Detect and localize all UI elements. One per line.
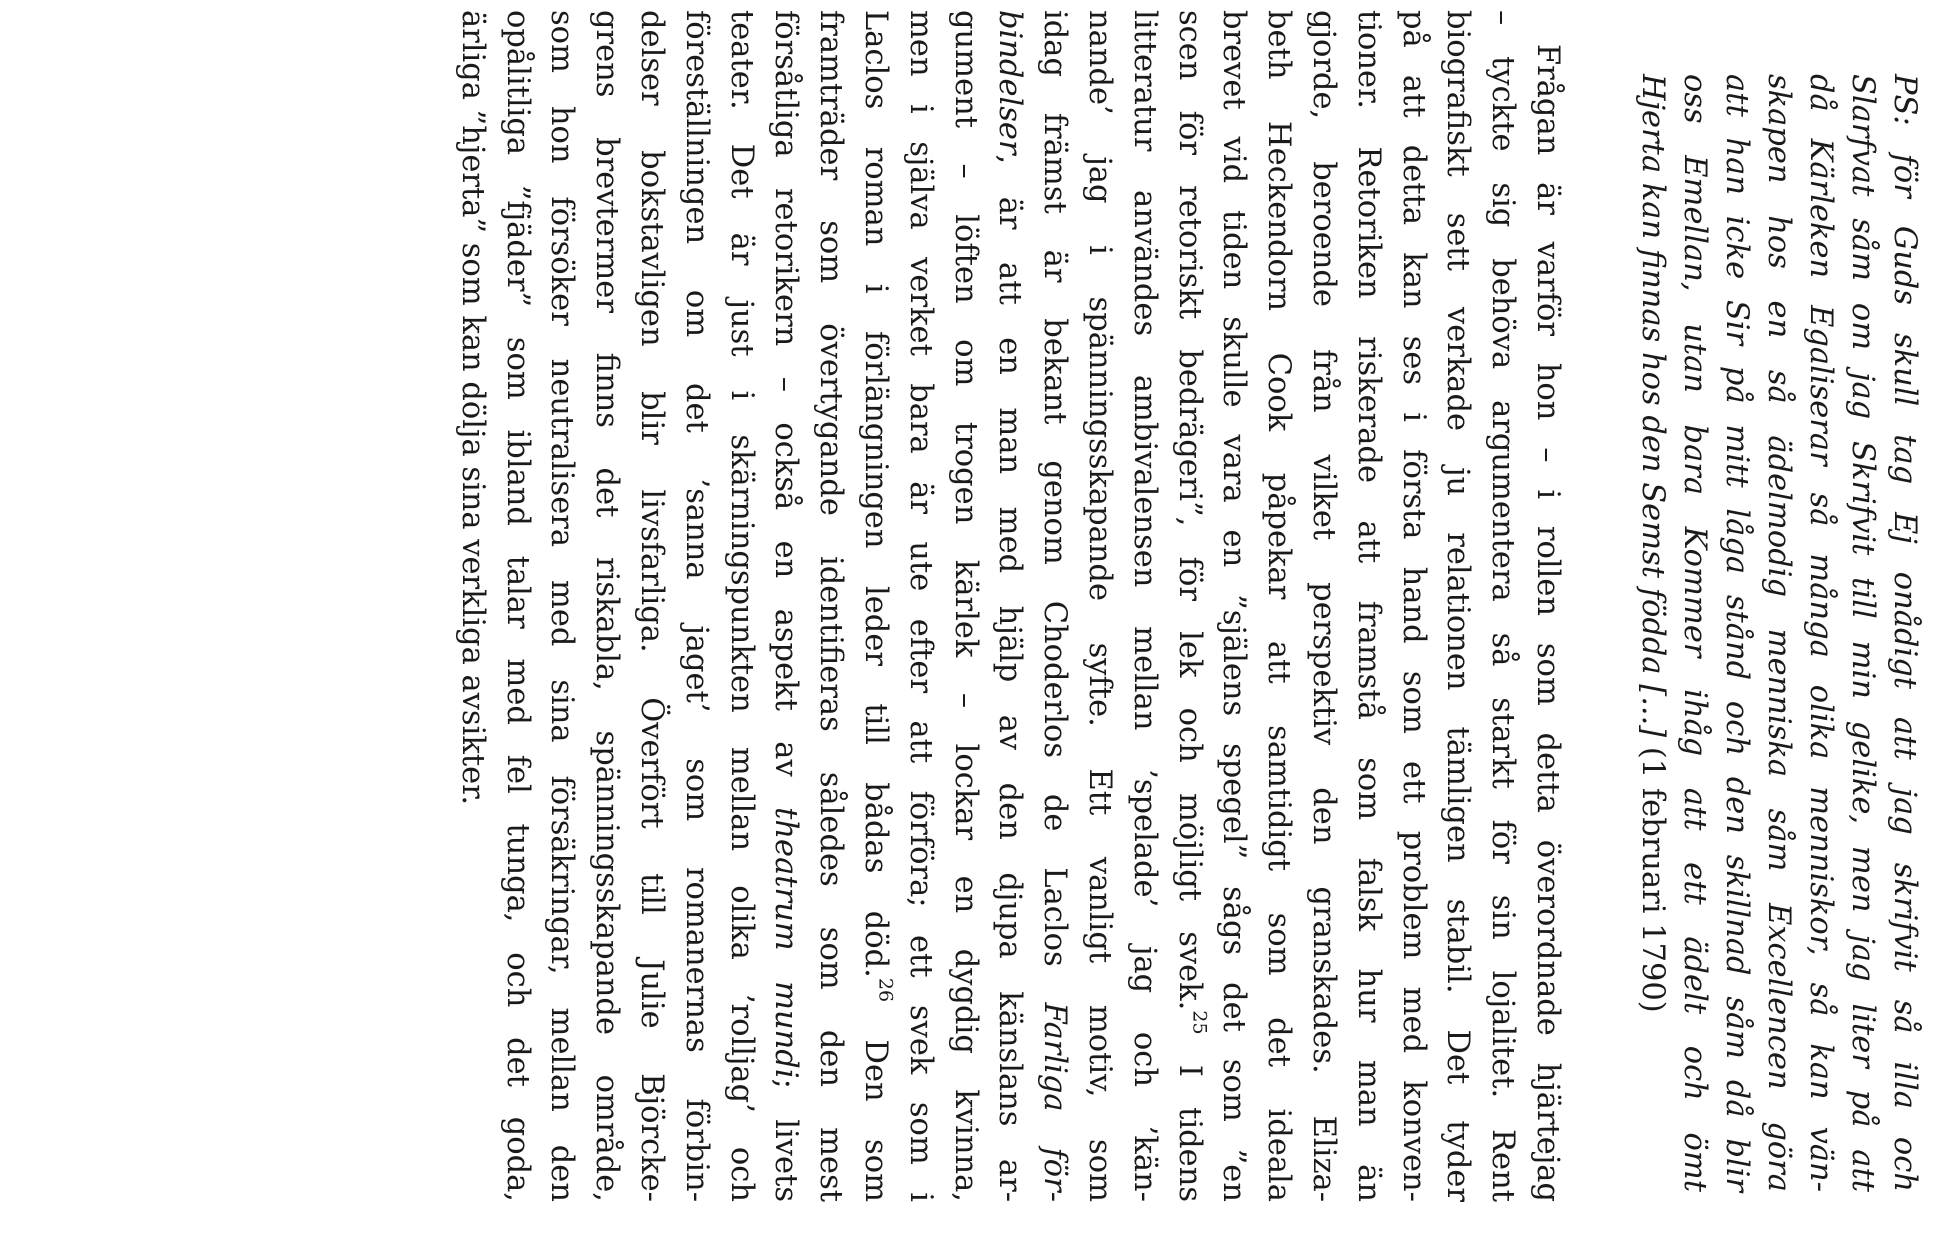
- body-line: tioner. Retoriken riskerade att framstå som falsk hur man än: [1350, 10, 1386, 1202]
- body-line: [763, 10, 808, 1202]
- body-text: Laclos roman i förlängningen leder till bådas död.: [858, 10, 894, 978]
- latin-term: theatrum mundi: [768, 807, 804, 1079]
- book-title: Farliga för-: [1037, 1002, 1073, 1202]
- quote-line: skapen hos en så ädelmodig menniska såm Excellencen göra: [1761, 74, 1796, 1192]
- book-title: bindelser: [992, 10, 1028, 155]
- body-line: som hon försöker neutralisera med sina försäkringar, mellan den: [544, 10, 580, 1202]
- quote-line: då Kärleken Egaliserar så många olika menniskor, så kan vän-: [1803, 74, 1838, 1192]
- quote-line: oss Emellan, utan bara Kommer ihåg att ett ädelt och ömt: [1677, 74, 1712, 1192]
- quote-date: (1 februari 1790): [1635, 737, 1670, 1013]
- footnote-ref-26: 26: [874, 977, 897, 1003]
- body-line: gjorde, beroende från vilket perspektiv den granskades. Eliza-: [1306, 10, 1342, 1202]
- body-line: framträder som övertygande identifieras således som den mest: [813, 10, 849, 1202]
- quote-text: Hjerta kan finnas hos den Semst födda [...]: [1635, 74, 1670, 738]
- body-line: beth Heckendorn Cook påpekar att samtidigt som det ideala: [1261, 10, 1297, 1202]
- body-text: ; livets: [768, 1078, 804, 1202]
- quote-line: PS: för Guds skull tag Ej onådigt att jag skrifvit så illa och: [1887, 74, 1922, 1192]
- body-line: Frågan är varför hon – i rollen som detta överordnade hjärtejag: [1530, 44, 1565, 1202]
- body-line: men i själva verket bara är ute efter att förföra; ett svek som i: [902, 10, 938, 1202]
- body-paragraph: [449, 10, 1569, 1202]
- body-line: [852, 10, 897, 1202]
- quote-line: att han icke Sir på mitt låga stånd och den skillnad såm då blir: [1719, 74, 1754, 1192]
- body-line-last: ärliga ”hjerta” som kan dölja sina verkliga avsikter.: [454, 10, 490, 806]
- body-text: Den som: [858, 1002, 894, 1202]
- body-line: [1166, 10, 1211, 1202]
- body-line: nande’ jag i spänningsskapande syfte. Ett vanligt motiv, som: [1082, 10, 1118, 1202]
- body-line: delser bokstavligen blir livsfarliga. Överfört till Julie Björcke-: [634, 10, 670, 1202]
- body-text: scen för retoriskt bedrägeri”, för lek och möjligt svek.: [1171, 10, 1207, 1011]
- quote-line: Slarfvat såm om jag Skrifvit till min gelike, men jag liter på att: [1845, 74, 1880, 1192]
- body-line: på att detta kan ses i första hand som ett problem med konven-: [1395, 10, 1431, 1202]
- body-line: biografiskt sett verkade ju relationen tämligen stabil. Det tyder: [1440, 10, 1476, 1202]
- body-line: gument – löften om trogen kärlek – lockar en dygdig kvinna,: [947, 10, 983, 1202]
- body-text: försåtliga retorikern – också en aspekt av: [768, 10, 804, 808]
- footnote-ref-25: 25: [1187, 1010, 1210, 1035]
- body-line: [987, 10, 1032, 1202]
- body-line: brevet vid tiden skulle vara en ”själens spegel” sågs det som ”en: [1216, 10, 1252, 1202]
- body-line: grens brevtermer finns det riskabla, spänningsskapande område,: [589, 10, 625, 1202]
- body-line: litteratur användes ambivalensen mellan ’spelade’ jag och ’kän-: [1126, 10, 1162, 1202]
- body-text: idag främst är bekant genom Choderlos de Laclos: [1037, 10, 1073, 1003]
- body-line: föreställningen om det ’sanna jaget’ som romanernas förbin-: [678, 10, 714, 1202]
- body-line: – tyckte sig behöva argumentera så starkt för sin lojalitet. Rent: [1485, 10, 1521, 1202]
- quote-line-last: [1631, 74, 1673, 1192]
- body-line: teater. Det är just i skärningspunkten mellan olika ’rolljag’ och: [723, 10, 759, 1202]
- body-text: I tidens: [1171, 1034, 1207, 1202]
- body-line: [1031, 10, 1076, 1202]
- body-line: opålitliga ”fjäder” som ibland talar med fel tunga, och det goda,: [499, 10, 535, 1202]
- block-quote: [1631, 74, 1925, 1192]
- body-text: , är att en man med hjälp av den djupa känslans ar-: [992, 154, 1028, 1202]
